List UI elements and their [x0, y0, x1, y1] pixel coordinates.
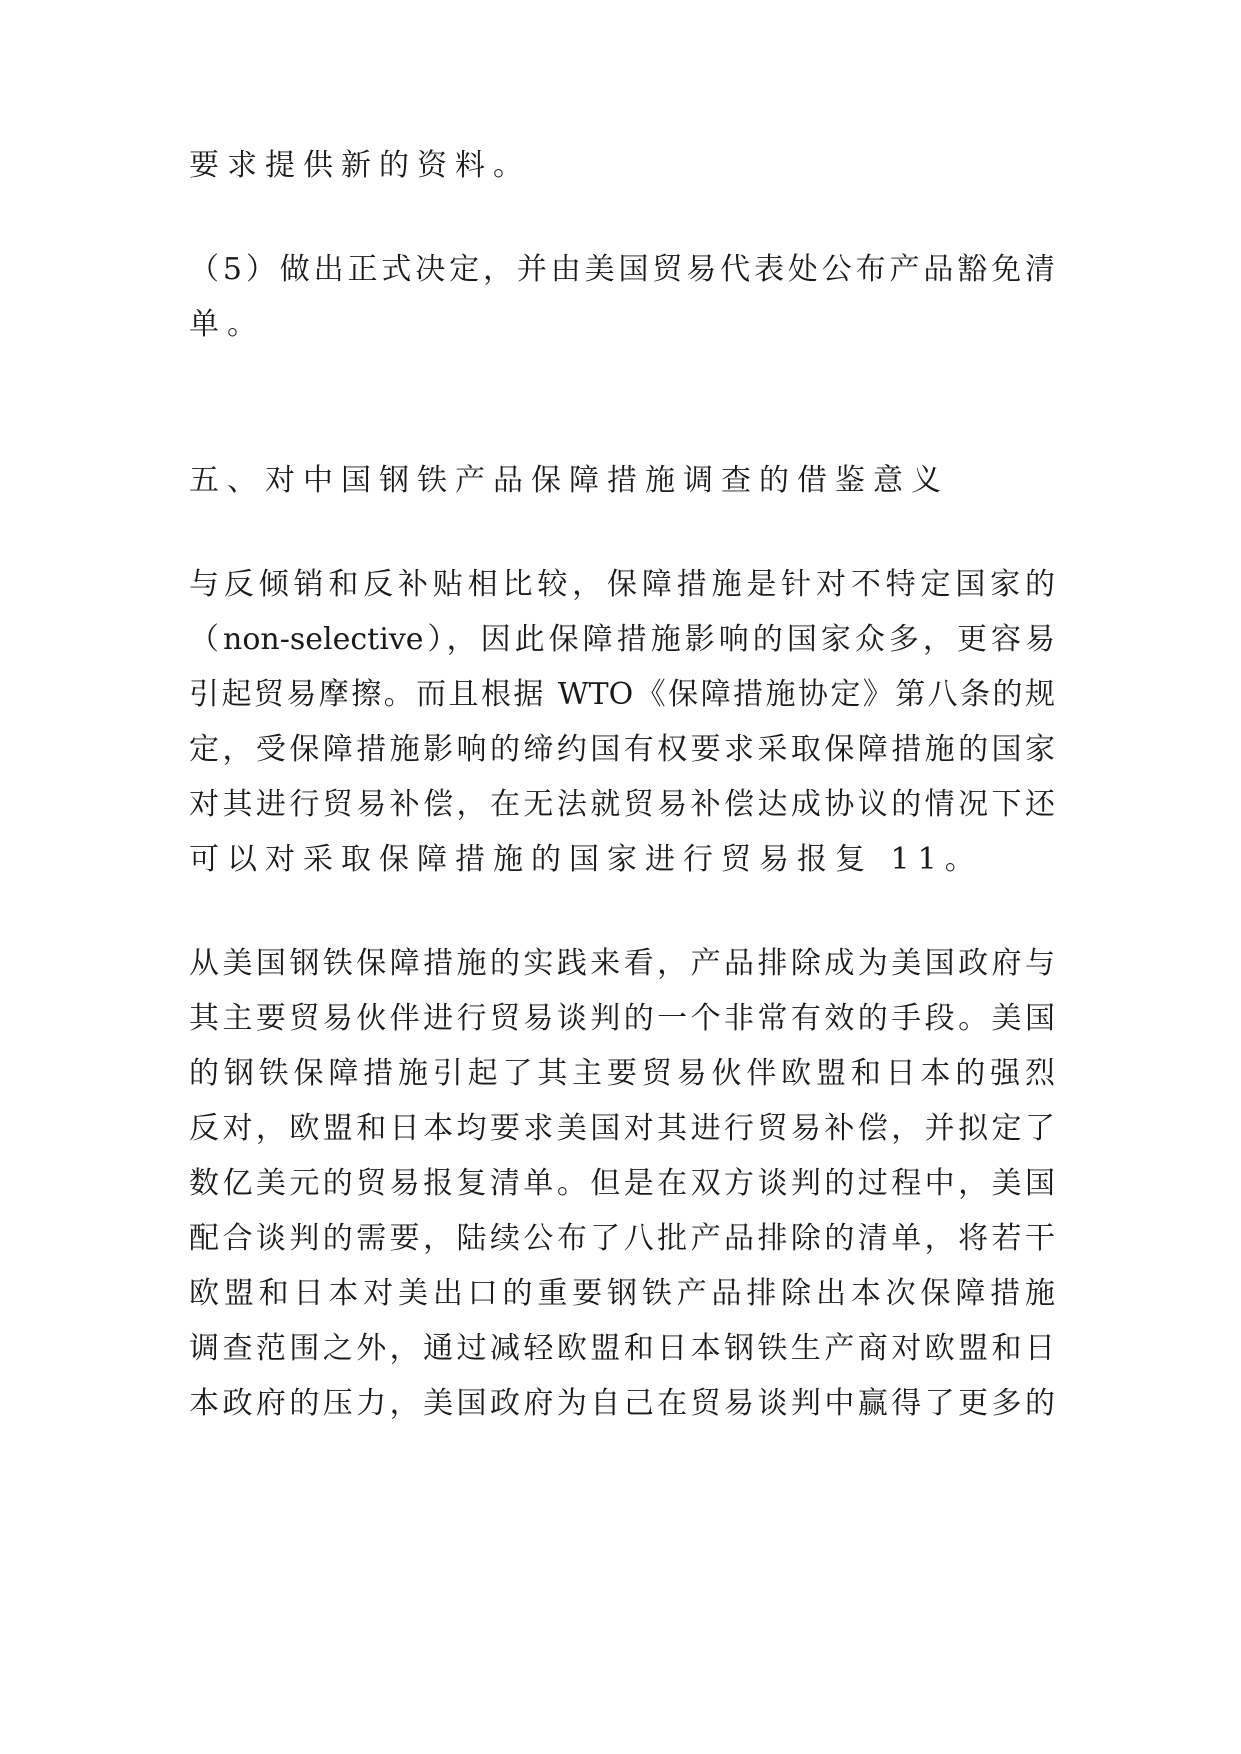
paragraph-line: 对其进行贸易补偿，在无法就贸易补偿达成协议的情况下还 [189, 787, 1055, 822]
paragraph-line: 欧盟和日本对美出口的重要钢铁产品排除出本次保障措施 [189, 1276, 1055, 1311]
paragraph-line: 单。 [189, 307, 265, 342]
paragraph-line: 要求提供新的资料。 [189, 148, 531, 183]
paragraph-line: 引起贸易摩擦。而且根据 WTO《保障措施协定》第八条的规 [189, 677, 1055, 712]
paragraph-line: 可以对采取保障措施的国家进行贸易报复 11。 [189, 842, 983, 877]
paragraph-line: 定，受保障措施影响的缔约国有权要求采取保障措施的国家 [189, 732, 1055, 767]
paragraph-line: 配合谈判的需要，陆续公布了八批产品排除的清单，将若干 [189, 1221, 1055, 1256]
paragraph-line: 从美国钢铁保障措施的实践来看，产品排除成为美国政府与 [189, 946, 1055, 981]
paragraph-line: （5）做出正式决定，并由美国贸易代表处公布产品豁免清 [189, 252, 1055, 287]
section-heading: 五、对中国钢铁产品保障措施调查的借鉴意义 [189, 463, 949, 498]
paragraph-line: 其主要贸易伙伴进行贸易谈判的一个非常有效的手段。美国 [189, 1001, 1055, 1036]
paragraph-line: 与反倾销和反补贴相比较，保障措施是针对不特定国家的 [189, 567, 1055, 602]
paragraph-line: （non-selective），因此保障措施影响的国家众多，更容易 [189, 622, 1055, 657]
paragraph-line: 本政府的压力，美国政府为自己在贸易谈判中赢得了更多的 [189, 1386, 1055, 1421]
paragraph-line: 反对，欧盟和日本均要求美国对其进行贸易补偿，并拟定了 [189, 1111, 1055, 1146]
paragraph-line: 的钢铁保障措施引起了其主要贸易伙伴欧盟和日本的强烈 [189, 1056, 1055, 1091]
paragraph-line: 调查范围之外，通过减轻欧盟和日本钢铁生产商对欧盟和日 [189, 1331, 1055, 1366]
paragraph-line: 数亿美元的贸易报复清单。但是在双方谈判的过程中，美国 [189, 1166, 1055, 1201]
